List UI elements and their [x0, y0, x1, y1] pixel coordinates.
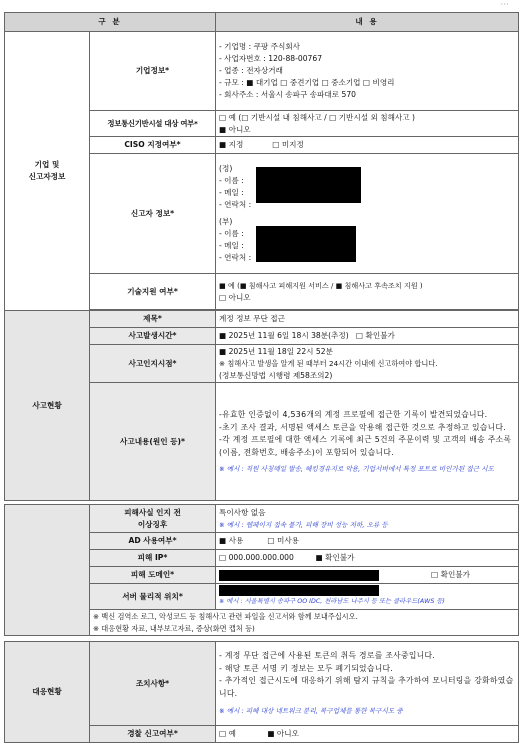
redaction-secondary: [256, 226, 356, 262]
content-para-2: -초기 조사 결과, 서명된 액세스 토큰을 악용해 접근한 것으로 추정하고 있습니다.: [219, 422, 507, 432]
tech-support-label: 기술지원 여부*: [90, 274, 216, 310]
reporter-primary-tag: (정): [219, 164, 233, 173]
header-category: 구 분: [5, 13, 216, 32]
company-name: - 기업명 : 쿠팡 주식회사: [219, 42, 300, 51]
pre-detection-label: 피해사실 인지 전 이상징후: [90, 505, 216, 533]
redaction-domain: [219, 570, 379, 581]
infra-option-yes: □ 예 (□ 기반시설 내 침해사고 / □ 기반시설 외 침해사고 ): [219, 112, 415, 122]
company-info-value: [216, 32, 519, 111]
action-label: 조치사항*: [90, 642, 216, 726]
victim-domain-value: [216, 567, 519, 584]
victim-ip-value: □ 000.000.000.000 ■ 확인불가: [216, 550, 519, 567]
redaction-server: [219, 585, 379, 596]
header-content: 내 용: [216, 13, 519, 32]
occurrence-time-label: 사고발생시간*: [90, 328, 216, 345]
reporter-secondary-tag: (부): [219, 217, 233, 226]
reporter-primary-phone: - 연락처 :: [219, 200, 252, 209]
company-size: - 규모 : ■ 대기업 □ 중견기업 □ 중소기업 □ 비영리: [219, 78, 395, 87]
reporter-primary-email: - 메일 :: [219, 188, 244, 197]
incident-title-label: 제목*: [90, 311, 216, 328]
victim-domain-label: 피해 도메인*: [90, 567, 216, 584]
company-industry: - 업종 : 전자상거래: [219, 66, 283, 75]
police-report-label: 경찰 신고여부*: [90, 726, 216, 743]
occurrence-time-value: ■ 2025년 11월 6일 18시 38분(추정) □ 확인불가: [216, 328, 519, 345]
attachment-note-1: ※ 백신 검역소 로그, 악성코드 등 침해사고 관련 파일을 신고서와 함께 보내주십시오.: [93, 611, 358, 621]
ad-usage-value: ■ 사용 □ 미사용: [216, 533, 519, 550]
reporter-secondary-phone: - 연락처 :: [219, 253, 252, 262]
server-location-value: [216, 584, 519, 610]
action-line-1: - 계정 무단 접근에 사용된 토큰의 취득 경로를 조사중입니다.: [219, 651, 436, 660]
company-address: - 회사주소 : 서울시 송파구 송파대로 570: [219, 90, 356, 99]
section-response: 대응현황: [5, 642, 90, 743]
detection-notice: ※ 침해사고 발생을 알게 된 때부터 24시간 이내에 신고하여야 합니다.: [219, 358, 438, 368]
section-incident: 사고현황: [5, 311, 90, 501]
company-info-label: 기업정보*: [90, 32, 216, 111]
police-report-value: □ 예 ■ 아니오: [216, 726, 519, 743]
action-value: [216, 642, 519, 726]
reporter-secondary-email: - 메일 :: [219, 241, 244, 250]
attachment-note-2: ※ 대응현황 자료, 내부보고자료, 증상(화면 캡처 등): [93, 623, 255, 633]
action-example: ※ 예시 : 피해 대상 네트워크 분리, 복구업체를 통한 복구시도 중: [219, 707, 403, 715]
detection-time: ■ 2025년 11월 18일 22시 52분: [219, 346, 333, 356]
reporter-primary-name: - 이름 :: [219, 176, 244, 185]
reporter-secondary-name: - 이름 :: [219, 229, 244, 238]
detection-time-label: 사고인지시점*: [90, 345, 216, 383]
detection-law-ref: (정보통신망법 시행령 제58조의2): [219, 370, 333, 380]
action-line-3: - 추가적인 접근시도에 대응하기 위해 탐지 규칙을 추가하여 모니터링을 강화하였습니다.: [219, 676, 514, 698]
reporter-label: 신고자 정보*: [90, 154, 216, 274]
infra-option-no: ■ 아니오: [219, 124, 251, 134]
reporter-value: [216, 154, 519, 274]
incident-report-form: [4, 12, 519, 743]
action-line-2: - 해당 토큰 서명 키 정보는 모두 폐기되었습니다.: [219, 663, 394, 673]
infra-label: 정보통신기반시설 대상 여부*: [90, 111, 216, 137]
content-para-3: -각 계정 프로필에 대한 액세스 기록에 최근 5건의 주문이력 및 고객의 배송 주소록(이름, 전화번호, 배송주소)이 포함되어 있습니다.: [219, 435, 512, 457]
redaction-primary: [256, 167, 361, 203]
tech-support-no: □ 아니오: [219, 292, 251, 302]
tech-support-yes: ■ 예 (■ 침해사고 피해지원 서비스 / ■ 침해사고 후속조치 지원 ): [219, 280, 423, 290]
server-location-example: ※ 예시 : 서울특별시 송파구 OO IDC, 천라남도 나주시 등 또는 클라우드(AWS 등): [219, 598, 445, 605]
pre-detection-value: [216, 505, 519, 533]
server-location-label: 서버 물리적 위치*: [90, 584, 216, 610]
tech-support-value: [216, 274, 519, 310]
infra-value: [216, 111, 519, 137]
pre-detection-text: 특이사항 없음: [219, 507, 266, 517]
domain-unknown-option: □ 확인불가: [431, 570, 470, 579]
company-bizno: - 사업자번호 : 120-88-00767: [219, 54, 323, 63]
pre-detection-example: ※ 예시 : 웹페이지 접속 불가, 피해 장비 성능 저하, 오류 등: [219, 520, 388, 529]
ciso-label: CISO 지정여부*: [90, 137, 216, 154]
victim-ip-label: 피해 IP*: [90, 550, 216, 567]
section-incident-blank: [5, 505, 90, 636]
incident-content-value: [216, 383, 519, 501]
content-para-1: -유효한 인증없이 4,536개의 계정 프로필에 접근한 기록이 발견되었습니다.: [219, 410, 488, 419]
incident-title-value: 계정 정보 무단 접근: [216, 311, 519, 328]
section-company: 기업 및 신고자정보: [5, 32, 90, 311]
incident-content-label: 사고내용(원인 등)*: [90, 383, 216, 501]
detection-time-value: [216, 345, 519, 383]
corner-mark: ···: [500, 0, 509, 10]
content-example: ※ 예시 : 직원 사칭메일 발송, 해킹경유지로 악용, 기업서버에서 특정 포트로 비인가된 접근 시도: [219, 465, 494, 473]
attachment-notes: [90, 610, 519, 636]
ad-usage-label: AD 사용여부*: [90, 533, 216, 550]
ciso-value: ■ 지정 □ 미지정: [216, 137, 519, 154]
